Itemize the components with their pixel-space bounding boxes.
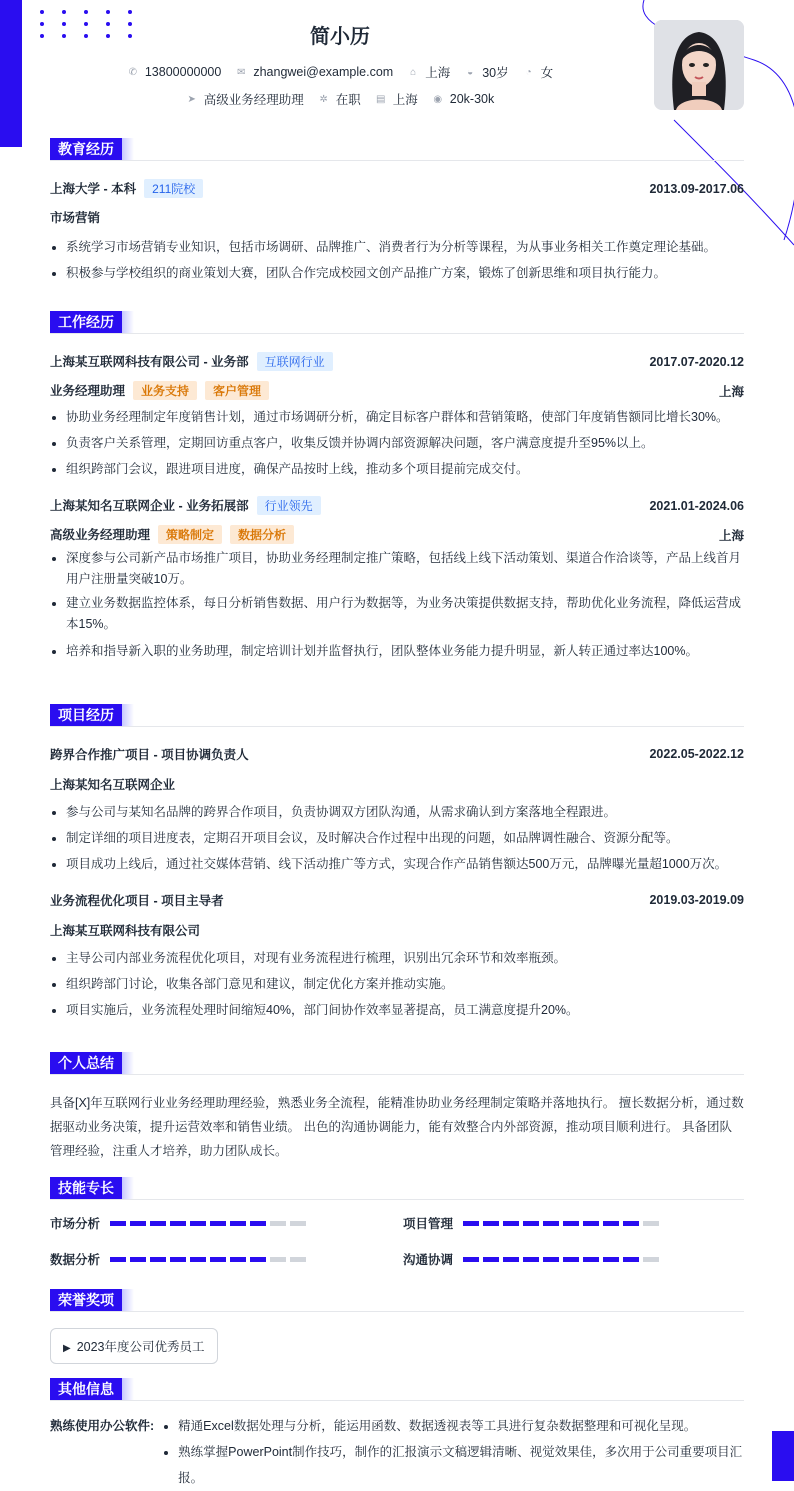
status: 在职: [335, 93, 361, 107]
list-item: • 积极参与学校组织的商业策划大赛，团队合作完成校园文创产品推广方案，锻炼了创新思维和项目执行能力。: [66, 260, 744, 286]
skill-segment: [603, 1221, 619, 1226]
skill-segment: [290, 1221, 306, 1226]
status-icon: ✲: [319, 93, 328, 105]
project-name: 业务流程优化项目 - 项目主导者: [50, 894, 224, 908]
education-section: [50, 138, 744, 286]
skill-segment: [603, 1257, 619, 1262]
skill-segment: [190, 1221, 206, 1226]
list-item: • 负责客户关系管理，定期回访重点客户，收集反馈并协调内部资源解决问题，客户满意度提升至95%以上。: [66, 430, 744, 456]
contact-row: [0, 63, 680, 81]
list-item: • 熟练掌握PowerPoint制作技巧，制作的汇报演示文稿逻辑清晰、视觉效果佳，多次用于公司重要项目汇报。: [178, 1439, 744, 1491]
skill-item: [403, 1214, 744, 1232]
accent-bar-right: [772, 1431, 794, 1481]
award-label: 2023年度公司优秀员工: [76, 1340, 205, 1354]
work-city: 上海: [392, 93, 418, 107]
summary-text: 具备[X]年互联网行业业务经理助理经验，熟悉业务全流程，能精准协助业务经理制定策略并落地执行。 擅长数据分析，通过数据驱动业务决策，提升运营效率和销售业绩。 出色的沟通协调能力，能有效整合内外部资源，推动项目顺利进行。 具备团队管理经验，注重人才培养，助力团队成长。: [50, 1096, 744, 1158]
list-item: • 项目成功上线后，通过社交媒体营销、线下活动推广等方式，实现合作产品销售额达500万元，品牌曝光量超1000万次。: [66, 851, 744, 877]
company: 上海某知名互联网企业 - 业务拓展部: [50, 499, 249, 513]
skill-segment: [483, 1221, 499, 1226]
company-tag: 互联网行业: [257, 352, 333, 371]
skill-segment: [483, 1257, 499, 1262]
skill-name: 沟通协调: [403, 1253, 454, 1267]
skill-segment: [463, 1221, 479, 1226]
list-item: • 参与公司与某知名品牌的跨界合作项目，负责协调双方团队沟通，从需求确认到方案落地全程跟进。: [66, 799, 744, 825]
skill-segment: [463, 1257, 479, 1262]
job-location: 上海: [718, 528, 744, 543]
list-item: • 组织跨部门会议，跟进项目进度，确保产品按时上线，推动多个项目提前完成交付。: [66, 456, 744, 482]
skill-segment: [563, 1257, 579, 1262]
skill-segment: [290, 1257, 306, 1262]
project-name: 跨界合作推广项目 - 项目协调负责人: [50, 748, 249, 762]
skill-segment: [170, 1257, 186, 1262]
salary-icon: ◉: [433, 93, 443, 105]
company-tag: 行业领先: [257, 496, 321, 515]
skill-segment: [583, 1221, 599, 1226]
skill-segment: [250, 1221, 266, 1226]
salary: 20k-30k: [449, 92, 495, 106]
list-item: • 协助业务经理制定年度销售计划，通过市场调研分析，确定目标客户群体和营销策略，使部门年度销售额同比增长30%。: [66, 404, 744, 430]
project-company: 上海某互联网科技有限公司: [50, 924, 201, 938]
avatar: [654, 20, 744, 110]
skill-segment: [210, 1221, 226, 1226]
awards-section: [50, 1289, 744, 1364]
building-icon: ▤: [376, 93, 386, 105]
skill-level-bar: [463, 1257, 659, 1262]
list-item: • 培养和指导新入职的业务助理，制定培训计划并监督执行，团队整体业务能力提升明显，新人转正通过率达100%。: [66, 638, 744, 664]
other-section: [50, 1378, 744, 1491]
project-period: 2022.05-2022.12: [649, 747, 744, 761]
projects-section: [50, 704, 744, 1023]
skill-segment: [230, 1257, 246, 1262]
email: zhangwei@example.com: [253, 65, 394, 79]
project-company: 上海某知名互联网企业: [50, 778, 176, 792]
home-icon: ⌂: [410, 66, 417, 78]
skill-segment: [250, 1257, 266, 1262]
skill-segment: [110, 1257, 126, 1262]
skill-segment: [523, 1221, 539, 1226]
skill-segment: [543, 1257, 559, 1262]
role-tag: 策略制定: [158, 525, 222, 544]
city: 上海: [425, 66, 451, 80]
skill-segment: [150, 1257, 166, 1262]
job-location: 上海: [718, 384, 744, 399]
gender: 女: [540, 66, 554, 80]
project-period: 2019.03-2019.09: [649, 893, 744, 907]
skill-segment: [503, 1257, 519, 1262]
age-icon: ◒: [467, 66, 474, 78]
other-title: 其他信息: [50, 1378, 122, 1400]
role: 高级业务经理助理: [50, 528, 151, 542]
phone-icon: ✆: [128, 66, 138, 78]
intention-row: [0, 90, 680, 108]
skill-segment: [190, 1257, 206, 1262]
role-tag: 数据分析: [230, 525, 294, 544]
list-item: • 组织跨部门讨论，收集各部门意见和建议，制定优化方案并推动实施。: [66, 971, 744, 997]
education-title: 教育经历: [50, 138, 122, 160]
phone: 13800000000: [144, 65, 222, 79]
list-item: • 主导公司内部业务流程优化项目，对现有业务流程进行梳理，识别出冗余环节和效率瓶颈。: [66, 945, 744, 971]
job-period: 2017.07-2020.12: [649, 354, 744, 369]
skill-segment: [543, 1221, 559, 1226]
play-icon: ▶: [63, 1343, 71, 1354]
list-item: • 深度参与公司新产品市场推广项目，协助业务经理制定推广策略，包括线上线下活动策划、渠道合作洽谈等，产品上线首月用户注册量突破10万。: [66, 548, 744, 590]
skill-segment: [643, 1221, 659, 1226]
skill-segment: [583, 1257, 599, 1262]
skill-segment: [623, 1221, 639, 1226]
work-section: [50, 311, 744, 664]
email-icon: ✉: [237, 66, 246, 78]
send-icon: ➤: [187, 93, 196, 105]
role-tag: 业务支持: [133, 381, 197, 400]
work-title: 工作经历: [50, 311, 122, 333]
skill-segment: [150, 1221, 166, 1226]
company: 上海某互联网科技有限公司 - 业务部: [50, 355, 249, 369]
skills-title: 技能专长: [50, 1177, 122, 1199]
skill-segment: [230, 1221, 246, 1226]
role: 业务经理助理: [50, 384, 126, 398]
skill-item: [50, 1214, 403, 1232]
resume-name: 简小历: [310, 26, 370, 48]
skill-item: [50, 1250, 403, 1268]
list-item: • 制定详细的项目进度表，定期召开项目会议，及时解决合作过程中出现的问题，如品牌调性融合、资源分配等。: [66, 825, 744, 851]
school-tag: 211院校: [144, 179, 203, 198]
skill-level-bar: [110, 1221, 306, 1226]
position: 高级业务经理助理: [203, 93, 304, 107]
list-item: • 精通Excel数据处理与分析，能运用函数、数据透视表等工具进行复杂数据整理和可视化呈现。: [178, 1413, 744, 1439]
skill-segment: [643, 1257, 659, 1262]
skills-section: [50, 1177, 744, 1268]
skill-segment: [110, 1221, 126, 1226]
skill-name: 市场分析: [50, 1217, 101, 1231]
skill-segment: [270, 1221, 286, 1226]
skill-segment: [130, 1257, 146, 1262]
skill-item: [403, 1250, 744, 1268]
skill-segment: [503, 1221, 519, 1226]
summary-section: [50, 1052, 744, 1163]
list-item: • 建立业务数据监控体系，每日分析销售数据、用户行为数据等，为业务决策提供数据支持，帮助优化业务流程，降低运营成本15%。: [66, 593, 744, 635]
skill-segment: [170, 1221, 186, 1226]
summary-title: 个人总结: [50, 1052, 122, 1074]
skill-segment: [270, 1257, 286, 1262]
skill-segment: [623, 1257, 639, 1262]
skill-segment: [210, 1257, 226, 1262]
awards-title: 荣誉奖项: [50, 1289, 122, 1311]
skill-segment: [563, 1221, 579, 1226]
age: 30岁: [482, 66, 509, 80]
list-item: • 项目实施后，业务流程处理时间缩短40%，部门间协作效率显著提高，员工满意度提升20%。: [66, 997, 744, 1023]
major: 市场营销: [50, 211, 101, 225]
award-item: [50, 1328, 218, 1364]
role-tag: 客户管理: [205, 381, 269, 400]
projects-title: 项目经历: [50, 704, 122, 726]
skill-level-bar: [110, 1257, 306, 1262]
skill-segment: [523, 1257, 539, 1262]
skill-level-bar: [463, 1221, 659, 1226]
gender-icon: ◔: [525, 66, 532, 78]
skill-segment: [130, 1221, 146, 1226]
school: 上海大学 - 本科: [50, 182, 137, 196]
list-item: • 系统学习市场营销专业知识，包括市场调研、品牌推广、消费者行为分析等课程，为从事业务相关工作奠定理论基础。: [66, 234, 744, 260]
job-period: 2021.01-2024.06: [649, 498, 744, 513]
education-period: 2013.09-2017.06: [649, 181, 744, 196]
skill-name: 数据分析: [50, 1253, 101, 1267]
skill-name: 项目管理: [403, 1217, 454, 1231]
other-label: 熟练使用办公软件:: [50, 1419, 155, 1433]
